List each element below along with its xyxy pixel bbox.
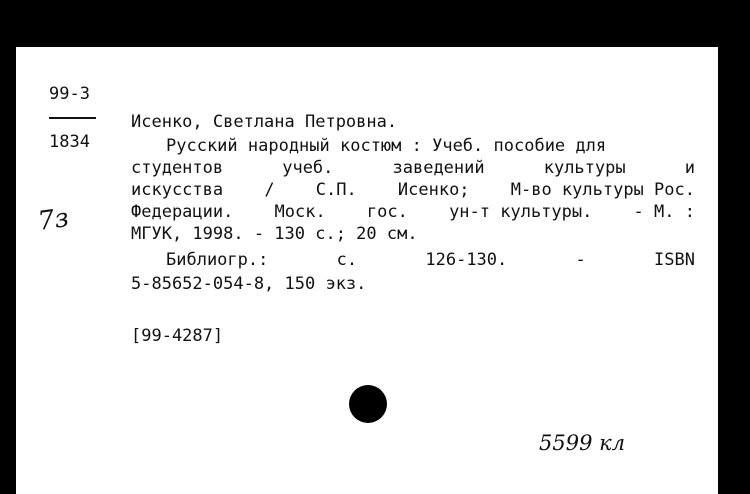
description-word: ISBN [654, 250, 695, 270]
shelf-mark: 99-3 [49, 84, 90, 104]
catalog-card [16, 47, 718, 494]
isbn-line: 5-85652-054-8, 150 экз. [131, 274, 367, 294]
description-line [131, 157, 695, 179]
author-heading: Исенко, Светлана Петровна. [131, 112, 398, 132]
description-word: Исенко; [397, 180, 470, 200]
accession-number: 1834 [49, 132, 90, 152]
description-word: с. [336, 250, 358, 270]
divider-rule [49, 117, 96, 119]
handwritten-mark: 7з [36, 203, 71, 237]
punch-hole [349, 385, 387, 423]
description-word: культуры [543, 158, 626, 178]
publisher-line: МГУК, 1998. - 130 с.; 20 см. [131, 224, 418, 244]
record-number: [99-4287] [131, 326, 224, 346]
description-word: Моск. [274, 202, 326, 222]
description-line [131, 179, 695, 201]
description-word: С.П. [315, 180, 357, 200]
description-word: М-во культуры Рос. [510, 180, 695, 200]
description-line [131, 201, 695, 223]
description-word: гос. [366, 202, 408, 222]
description-word: / [264, 180, 275, 200]
title-line: Русский народный костюм : Учеб. пособие для [166, 136, 607, 156]
description-word: 126-130. [425, 250, 508, 270]
handwritten-note: 5599 кл [539, 431, 626, 455]
description-word: ун-т культуры. [449, 202, 593, 222]
description-word: студентов [131, 158, 224, 178]
description-word: и [684, 158, 695, 178]
description-word: учеб. [282, 158, 334, 178]
description-word: заведений [392, 158, 485, 178]
bibliography-line [166, 249, 695, 271]
description-word: искусства [131, 180, 224, 200]
description-word: - М. : [633, 202, 695, 222]
description-word: Библиогр.: [166, 250, 269, 270]
description-word: Федерации. [131, 202, 234, 222]
description-word: - [575, 250, 586, 270]
